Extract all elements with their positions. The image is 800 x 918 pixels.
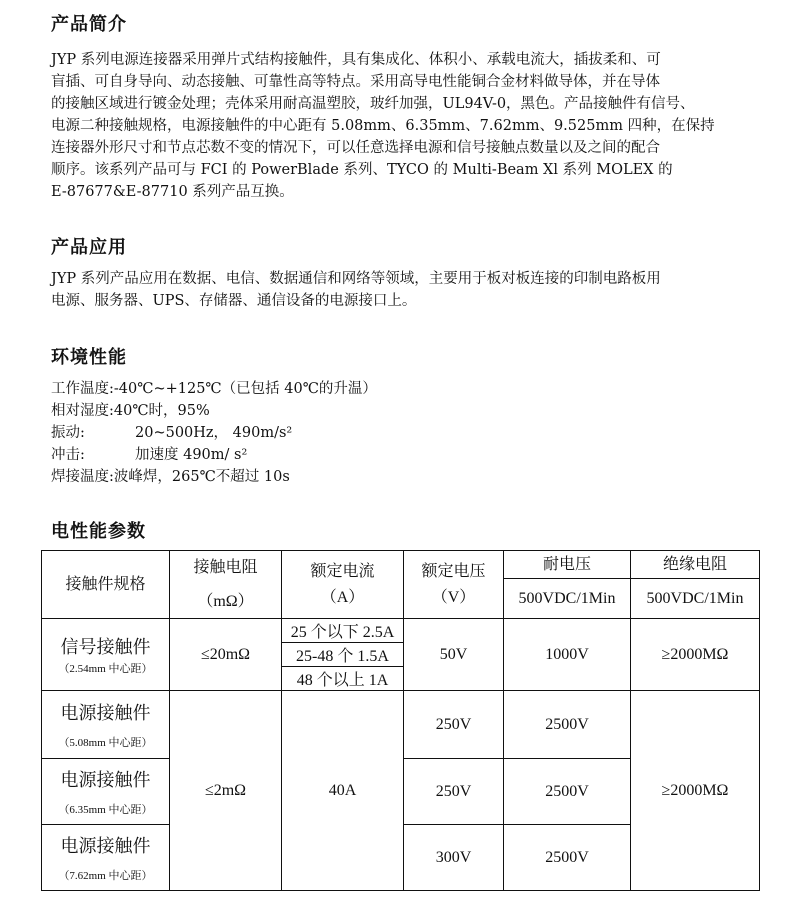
env-label: 工作温度:: [51, 381, 114, 397]
header-insulation: 绝缘电阻: [631, 551, 760, 579]
power-voltage: 300V: [404, 825, 504, 891]
signal-current-2: 25-48 个 1.5A: [282, 643, 404, 667]
env-label: 相对湿度:: [51, 403, 114, 419]
intro-line: JYP 系列电源连接器采用弹片式结构接触件，具有集成化、体积小、承载电流大，插拔柔和、可: [51, 52, 661, 68]
environment-list: [51, 378, 377, 488]
header-resistance-label: 接触电阻: [193, 558, 258, 576]
environment-heading: 环境性能: [51, 347, 127, 368]
header-voltage-label: 额定电压: [421, 562, 486, 580]
power-pitch: （5.08mm 中心距）: [58, 736, 153, 749]
header-current-label: 额定电流: [310, 562, 375, 580]
intro-line: 连接器外形尺寸和节点芯数不变的情况下，可以任意选择电源和信号接触点数量以及之间的配合: [51, 140, 660, 156]
signal-pitch: （2.54mm 中心距）: [58, 662, 153, 675]
application-line: JYP 系列产品应用在数据、电信、数据通信和网络等领域，主要用于板对板连接的印制电路板用: [51, 271, 661, 287]
power-name: 电源接触件: [60, 769, 151, 790]
signal-resistance: ≤20mΩ: [170, 619, 282, 691]
header-withstand-cond: 500VDC/1Min: [504, 579, 631, 619]
signal-voltage: 50V: [404, 619, 504, 691]
power-withstand: 2500V: [504, 759, 631, 825]
signal-name: 信号接触件: [60, 636, 151, 657]
env-label: 冲击:: [51, 447, 85, 463]
header-resistance: [170, 551, 282, 619]
application-line: 电源、服务器、UPS、存储器、通信设备的电源接口上。: [51, 293, 417, 309]
application-paragraph: [51, 268, 756, 312]
intro-line: 顺序。该系列产品可与 FCI 的 PowerBlade 系列、TYCO 的 Multi-Beam Xl 系列 MOLEX 的: [51, 162, 673, 178]
application-heading: 产品应用: [51, 237, 127, 258]
signal-withstand: 1000V: [504, 619, 631, 691]
intro-heading: 产品简介: [51, 14, 127, 35]
intro-line: 的接触区域进行镀金处理；壳体采用耐高温塑胶，玻纤加强，UL94V-0，黑色。产品接触件有信号、: [51, 96, 695, 112]
header-resistance-unit: （mΩ）: [197, 592, 254, 610]
env-row-humidity: [51, 400, 377, 422]
header-current: [282, 551, 404, 619]
table-header-row: [42, 551, 760, 579]
env-value: 40℃时，95%: [113, 403, 210, 419]
intro-paragraph: [51, 49, 756, 203]
signal-insulation: ≥2000MΩ: [631, 619, 760, 691]
header-insulation-cond: 500VDC/1Min: [631, 579, 760, 619]
intro-line: 电源二种接触规格，电源接触件的中心距有 5.08mm、6.35mm、7.62mm、9.525mm 四种，在保持: [51, 118, 715, 134]
power-insulation: ≥2000MΩ: [631, 691, 760, 891]
power-name: 电源接触件: [60, 835, 151, 856]
signal-current-1: 25 个以下 2.5A: [282, 619, 404, 643]
env-value: -40℃~+125℃（已包括 40℃的升温）: [113, 381, 377, 397]
power-withstand: 2500V: [504, 825, 631, 891]
env-row-temperature: [51, 378, 377, 400]
env-value: 加速度 490m/ s²: [135, 447, 248, 463]
signal-spec-cell: [42, 619, 170, 691]
env-value: 波峰焊，265℃不超过 10s: [113, 469, 290, 485]
env-value: 20~500Hz， 490m/s²: [135, 425, 293, 441]
intro-line: 盲插、可自身导向、动态接触、可靠性高等特点。采用高导电性能铜合金材料做导体，并在导体: [51, 74, 660, 90]
env-label: 焊接温度:: [51, 469, 114, 485]
power-resistance: ≤2mΩ: [170, 691, 282, 891]
env-row-shock: [51, 444, 377, 466]
intro-line: E-87677&E-87710 系列产品互换。: [51, 184, 294, 200]
table-row-signal: [42, 619, 760, 643]
header-current-unit: （A）: [320, 588, 365, 606]
signal-current-3: 48 个以上 1A: [282, 667, 404, 691]
power-voltage: 250V: [404, 691, 504, 759]
header-voltage-unit: （V）: [431, 588, 476, 606]
power-voltage: 250V: [404, 759, 504, 825]
power-spec-cell: [42, 691, 170, 759]
power-pitch: （6.35mm 中心距）: [58, 803, 153, 816]
power-current: 40A: [282, 691, 404, 891]
table-row-power: [42, 691, 760, 759]
power-spec-cell: [42, 759, 170, 825]
env-label: 振动:: [51, 425, 85, 441]
power-pitch: （7.62mm 中心距）: [58, 869, 153, 882]
electrical-heading: 电性能参数: [51, 521, 146, 542]
power-spec-cell: [42, 825, 170, 891]
power-withstand: 2500V: [504, 691, 631, 759]
env-row-vibration: [51, 422, 377, 444]
header-spec: 接触件规格: [42, 551, 170, 619]
header-withstand: 耐电压: [504, 551, 631, 579]
env-row-soldering: [51, 466, 377, 488]
power-name: 电源接触件: [60, 702, 151, 723]
electrical-spec-table: [41, 550, 760, 891]
header-voltage: [404, 551, 504, 619]
